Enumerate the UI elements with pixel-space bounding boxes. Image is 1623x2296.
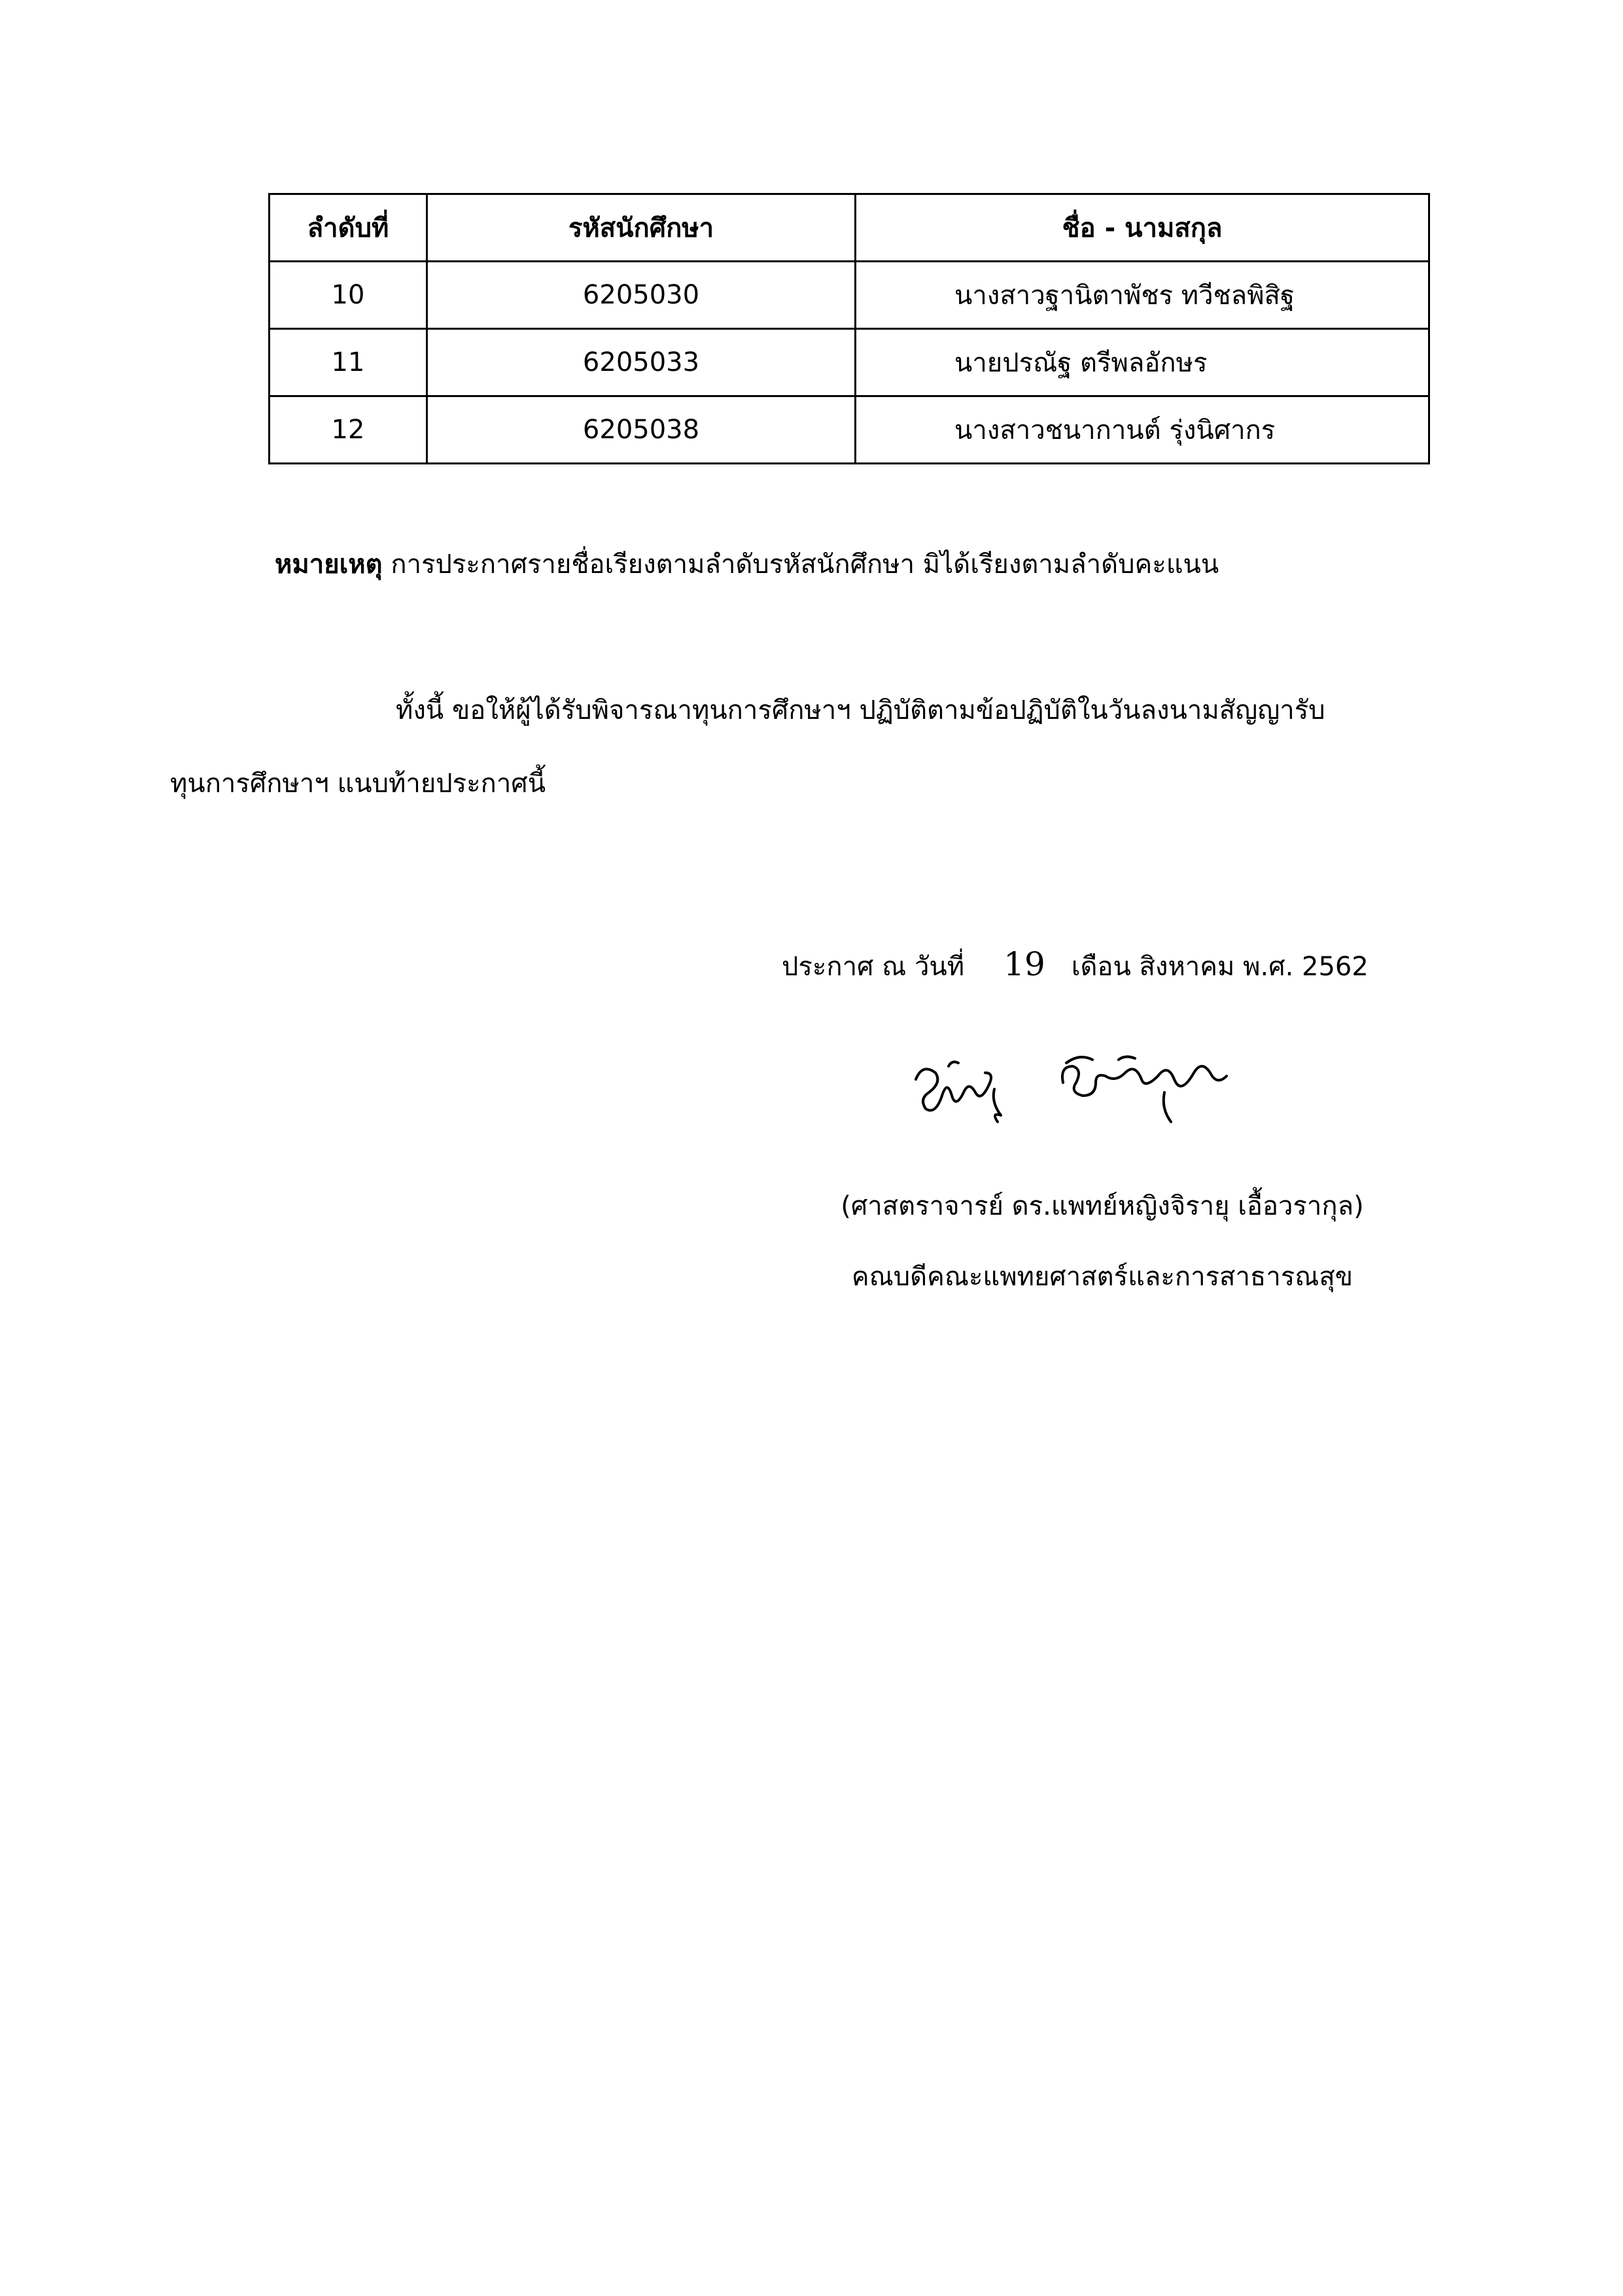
table-header-row [270,194,1429,262]
instruction-paragraph [170,674,1452,820]
instruction-line-2: ทุนการศึกษาฯ แนบท้ายประกาศนี้ [170,769,546,799]
handwritten-signature [903,1040,1269,1145]
header-order: ลำดับที่ [270,194,427,262]
announcement-suffix: เดือน สิงหาคม พ.ศ. 2562 [1071,952,1369,982]
remark-text: การประกาศรายชื่อเรียงตามลำดับรหัสนักศึกษา มิได้เรียงตามลำดับคะแนน [391,549,1219,580]
row-full-name: นางสาวฐานิตาพัชร ทวีชลพิสิฐ [856,262,1429,329]
remark [275,543,1219,585]
row-student-id: 6205038 [427,396,856,464]
student-table-container [268,193,1428,464]
table-row [270,329,1429,396]
header-student-id: รหัสนักศึกษา [427,194,856,262]
header-full-name: ชื่อ - นามสกุล [856,194,1429,262]
announcement-day: 19 [1003,945,1045,983]
signer-position: คณบดีคณะแพทยศาสตร์และการสาธารณสุข [851,1262,1353,1292]
table-row [270,396,1429,464]
row-order: 12 [270,396,427,464]
instruction-line-1: ทั้งนี้ ขอให้ผู้ได้รับพิจารณาทุนการศึกษาฯ ปฏิบัติตามข้อปฏิบัติในวันลงนามสัญญารับ [396,695,1325,725]
announcement-date [782,945,1369,987]
signer-name: (ศาสตราจารย์ ดร.แพทย์หญิงจิรายุ เอื้อวรากุล) [841,1191,1364,1221]
row-student-id: 6205030 [427,262,856,329]
row-full-name: นายปรณัฐ ตรีพลอักษร [856,329,1429,396]
row-student-id: 6205033 [427,329,856,396]
remark-label: หมายเหตุ [275,549,383,580]
row-full-name: นางสาวชนากานต์ รุ่งนิศากร [856,396,1429,464]
student-table [268,193,1430,464]
announcement-prefix: ประกาศ ณ วันที่ [782,952,965,982]
row-order: 10 [270,262,427,329]
row-order: 11 [270,329,427,396]
table-row [270,262,1429,329]
signer-block [821,1171,1384,1312]
